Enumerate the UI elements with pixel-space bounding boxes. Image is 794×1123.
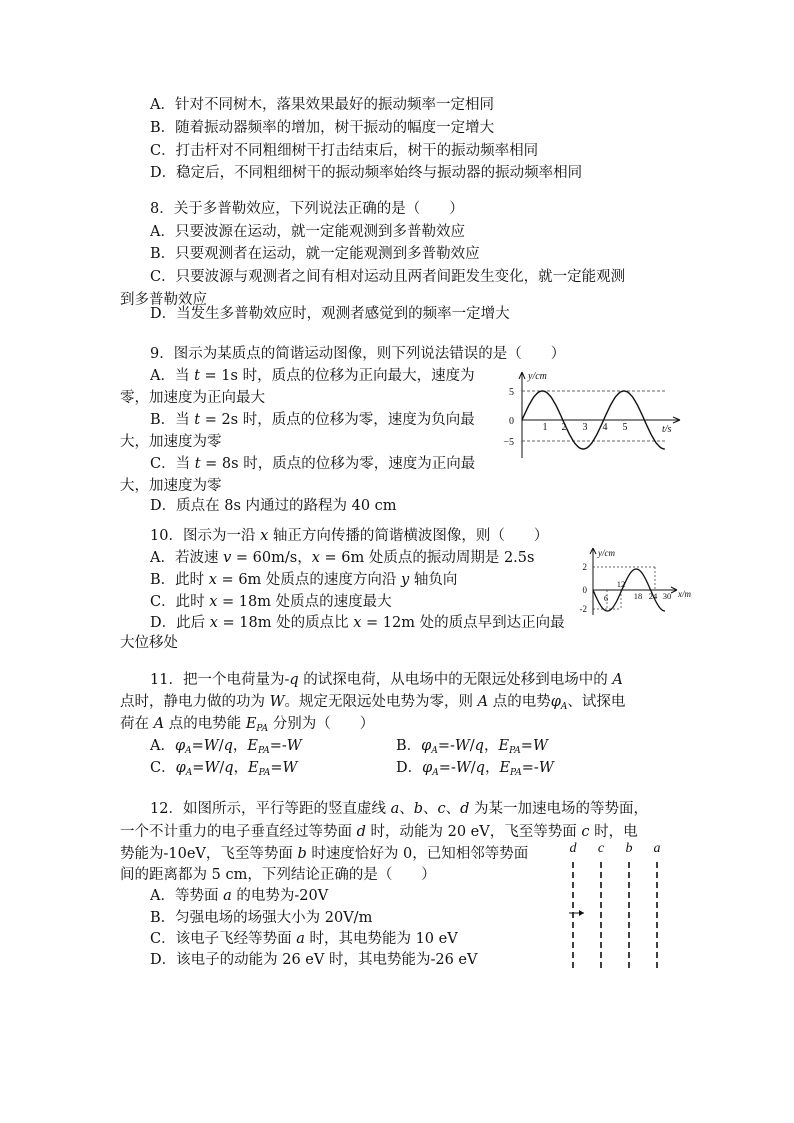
q9-option-a-cont: 零，加速度为正向最大 [120, 390, 265, 406]
q10-option-c: C．此时 x = 18m 处质点的速度最大 [150, 594, 392, 610]
q10-ytick-0: 0 [582, 585, 587, 595]
q9-xtick-2: 2 [561, 422, 567, 433]
q9-option-c: C．当 t = 8s 时，质点的位移为零，速度为正向最 [150, 456, 476, 472]
q7-option-d: D．稳定后，不同粗细树干的振动频率始终与振动器的振动频率相同 [150, 165, 583, 181]
q8-stem: 8．关于多普勒效应，下列说法正确的是（ ） [150, 201, 464, 217]
q10-ytick-neg2: -2 [579, 604, 587, 614]
q12-stem-line1: 12．如图所示，平行等距的竖直虚线 a、b、c、d 为某一加速电场的等势面， [150, 801, 649, 817]
q9-option-b-cont: 大，加速度为零 [120, 434, 222, 450]
q9-ytick-neg5: −5 [503, 437, 514, 448]
q9-option-b: B．当 t = 2s 时，质点的位移为零，速度为负向最 [150, 412, 475, 428]
q8-option-c: C．只要波源与观测者之间有相对运动且两者间距发生变化，就一定能观测 [150, 269, 626, 285]
q10-option-a: A．若波速 v = 60m/s，x = 6m 处质点的振动周期是 2.5s [150, 550, 535, 566]
q9-option-c-cont: 大，加速度为零 [120, 478, 222, 494]
q12-label-a: a [653, 841, 661, 856]
q8-option-d: D．当发生多普勒效应时，观测者感觉到的频率一定增大 [150, 306, 510, 322]
q10-stem: 10．图示为一沿 x 轴正方向传播的简谐横波图像，则（ ） [150, 528, 549, 544]
q9-vibration-graph [500, 368, 700, 460]
q8-option-c-cont: 到多普勒效应 [120, 292, 207, 308]
q9-ylabel: y/cm [528, 371, 547, 382]
q12-option-d: D．该电子的动能为 26 eV 时，其电势能为-26 eV [150, 952, 478, 968]
q9-ytick-5: 5 [509, 387, 514, 398]
q10-xtick-18: 18 [633, 591, 643, 601]
q9-option-a: A．当 t = 1s 时，质点的位移为正向最大，速度为 [150, 368, 475, 384]
q9-xlabel: t/s [662, 424, 672, 435]
q12-equipotential-figure [560, 838, 670, 973]
q12-label-b: b [625, 841, 633, 856]
q7-option-b: B．随着振动器频率的增加，树干振动的幅度一定增大 [150, 120, 495, 136]
q12-label-c: c [597, 841, 605, 856]
q7-option-c: C．打击杆对不同粗细树干打击结束后，树干的振动频率相同 [150, 143, 539, 159]
q12-stem-line4: 间的距离都为 5 cm，下列结论正确的是（ ） [120, 867, 436, 883]
q11-option-b: B．$\varphi_A=-W/q$，$E_{PA}=W$ [396, 738, 548, 756]
q10-xtick-24: 24 [648, 591, 658, 601]
q10-option-d-cont: 大位移处 [120, 635, 178, 651]
q11-stem-line3: 荷在 A 点的电势能 $E_{PA}$ 分别为（ ） [120, 716, 375, 734]
q10-xtick-12: 12 [616, 579, 626, 589]
q9-xtick-1: 1 [542, 422, 548, 433]
q9-option-d: D．质点在 8s 内通过的路程为 40 cm [150, 498, 397, 514]
q10-wave-graph [573, 545, 703, 620]
q9-xtick-4: 4 [602, 422, 608, 433]
q9-ytick-0: 0 [509, 416, 514, 427]
q12-option-c: C．该电子飞经等势面 a 时，其电势能为 10 eV [150, 931, 458, 947]
q7-option-a: A．针对不同树木，落果效果最好的振动频率一定相同 [150, 97, 494, 113]
q10-xtick-6: 6 [603, 593, 609, 603]
q12-option-a: A．等势面 a 的电势为-20V [150, 888, 329, 904]
q12-stem-line3: 势能为-10eV，飞至等势面 b 时速度恰好为 0，已知相邻等势面 [120, 846, 529, 862]
q12-electron-arrow-icon [579, 910, 584, 916]
q11-stem-line2: 点时，静电力做的功为 W。规定无限远处电势为零，则 A 点的电势$\varphi_A$、试探电 [120, 694, 626, 712]
q9-xtick-3: 3 [582, 422, 588, 433]
q10-xlabel: x/m [678, 589, 691, 599]
q10-option-b: B．此时 x = 6m 处质点的速度方向沿 y 轴负向 [150, 572, 458, 588]
q8-option-a: A．只要波源在运动，就一定能观测到多普勒效应 [150, 224, 465, 240]
q11-option-a: A．$\varphi_A=W/q$，$E_{PA}=-W$ [150, 738, 302, 756]
q11-option-c: C．$\varphi_A=W/q$，$E_{PA}=W$ [150, 760, 298, 778]
q10-ylabel: y/cm [598, 548, 615, 558]
q10-option-d: D．此后 x = 18m 处的质点比 x = 12m 处的质点早到达正向最 [150, 615, 565, 631]
q12-label-d: d [569, 841, 577, 856]
q8-option-b: B．只要观测者在运动，就一定能观测到多普勒效应 [150, 246, 480, 262]
q10-xtick-30: 30 [662, 591, 672, 601]
q11-stem-line1: 11．把一个电荷量为-q 的试探电荷，从电场中的无限远处移到电场中的 A [150, 672, 623, 688]
q9-stem: 9．图示为某质点的简谐运动图像，则下列说法错误的是（ ） [150, 346, 566, 362]
q9-xtick-5: 5 [622, 422, 628, 433]
q10-ytick-2: 2 [582, 562, 587, 572]
q12-stem-line2: 一个不计重力的电子垂直经过等势面 d 时，动能为 20 eV，飞至等势面 c 时，电 [120, 824, 638, 840]
q11-option-d: D．$\varphi_A=-W/q$，$E_{PA}=-W$ [396, 760, 554, 778]
q12-option-b: B．匀强电场的场强大小为 20V/m [150, 910, 373, 926]
